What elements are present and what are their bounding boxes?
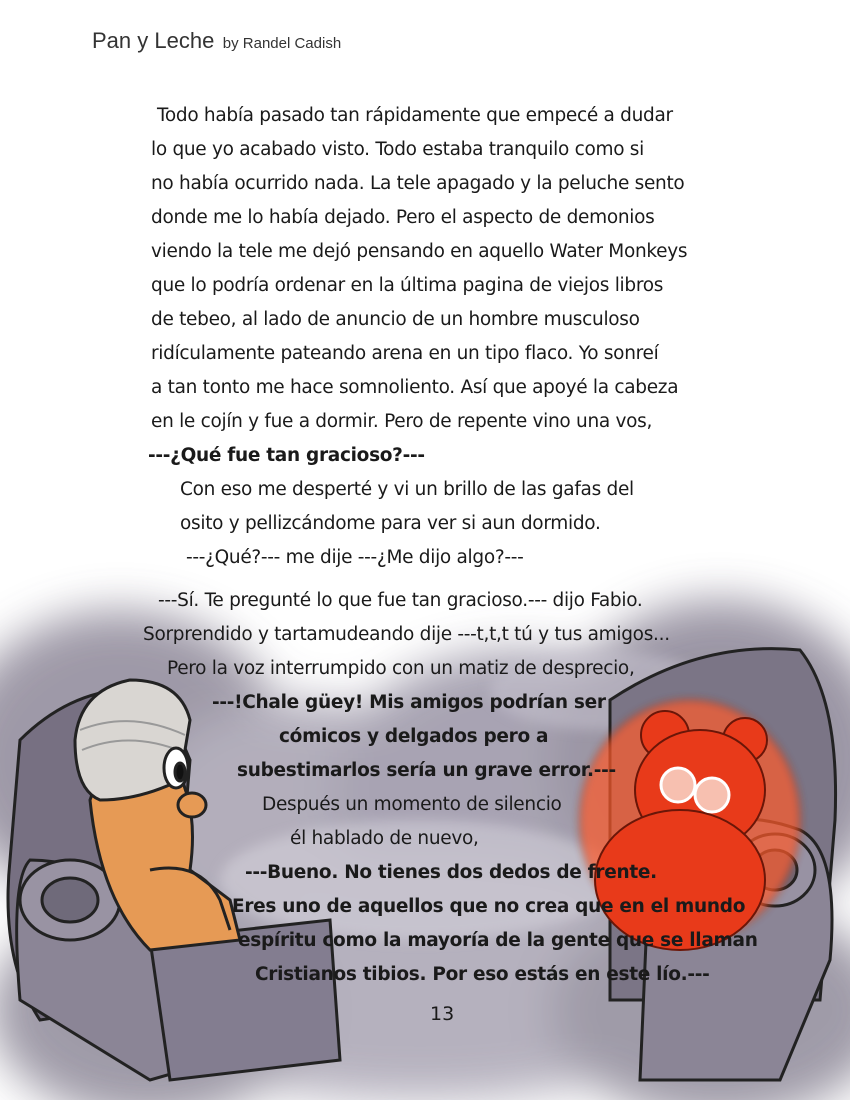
story-line: ridículamente pateando arena en un tipo flaco. Yo sonreí [151,343,659,364]
story-line: viendo la tele me dejó pensando en aquello Water Monkeys [151,241,688,262]
book-title: Pan y Leche [92,28,215,53]
story-line: Con eso me desperté y vi un brillo de las gafas del [180,479,634,500]
story-line: él hablado de nuevo, [290,828,479,849]
story-line: no había ocurrido nada. La tele apagado y la peluche sento [151,173,685,194]
story-line: osito y pellizcándome para ver si aun dormido. [180,513,601,534]
book-byline: by Randel Cadish [222,35,342,52]
story-line: ---¿Qué?--- me dije ---¿Me dijo algo?--- [186,547,524,568]
story-line: Cristianos tibios. Por eso estás en este lío.--- [255,964,710,985]
story-line: ---¿Qué fue tan gracioso?--- [148,445,425,466]
story-line: subestimarlos sería un grave error.--- [237,760,616,781]
story-line: donde me lo había dejado. Pero el aspecto de demonios [151,207,655,228]
story-line: que lo podría ordenar en la última pagina de viejos libros [151,275,664,296]
story-line: ---!Chale güey! Mis amigos podrían ser [212,692,606,713]
story-line: ---Sí. Te pregunté lo que fue tan gracioso.--- dijo Fabio. [158,590,643,611]
story-line: ---Bueno. No tienes dos dedos de frente. [245,862,657,883]
story-line: Todo había pasado tan rápidamente que empecé a dudar [157,105,673,126]
story-line: cómicos y delgados pero a [279,726,549,747]
story-line: Después un momento de silencio [262,794,562,815]
story-line: en le cojín y fue a dormir. Pero de repente vino una vos, [151,411,653,432]
page-number: 13 [430,1003,455,1025]
story-line: de tebeo, al lado de anuncio de un hombre musculoso [151,309,640,330]
story-line: espíritu como la mayoría de la gente que se llaman [238,930,758,951]
story-line: lo que yo acabado visto. Todo estaba tranquilo como si [151,139,644,160]
story-line: Pero la voz interrumpido con un matiz de desprecio, [167,658,635,679]
story-line: a tan tonto me hace somnoliento. Así que apoyé la cabeza [151,377,679,398]
story-line: Eres uno de aquellos que no crea que en el mundo [232,896,746,917]
book-header [92,28,341,54]
story-line: Sorprendido y tartamudeando dije ---t,t,t tú y tus amigos... [143,624,670,645]
